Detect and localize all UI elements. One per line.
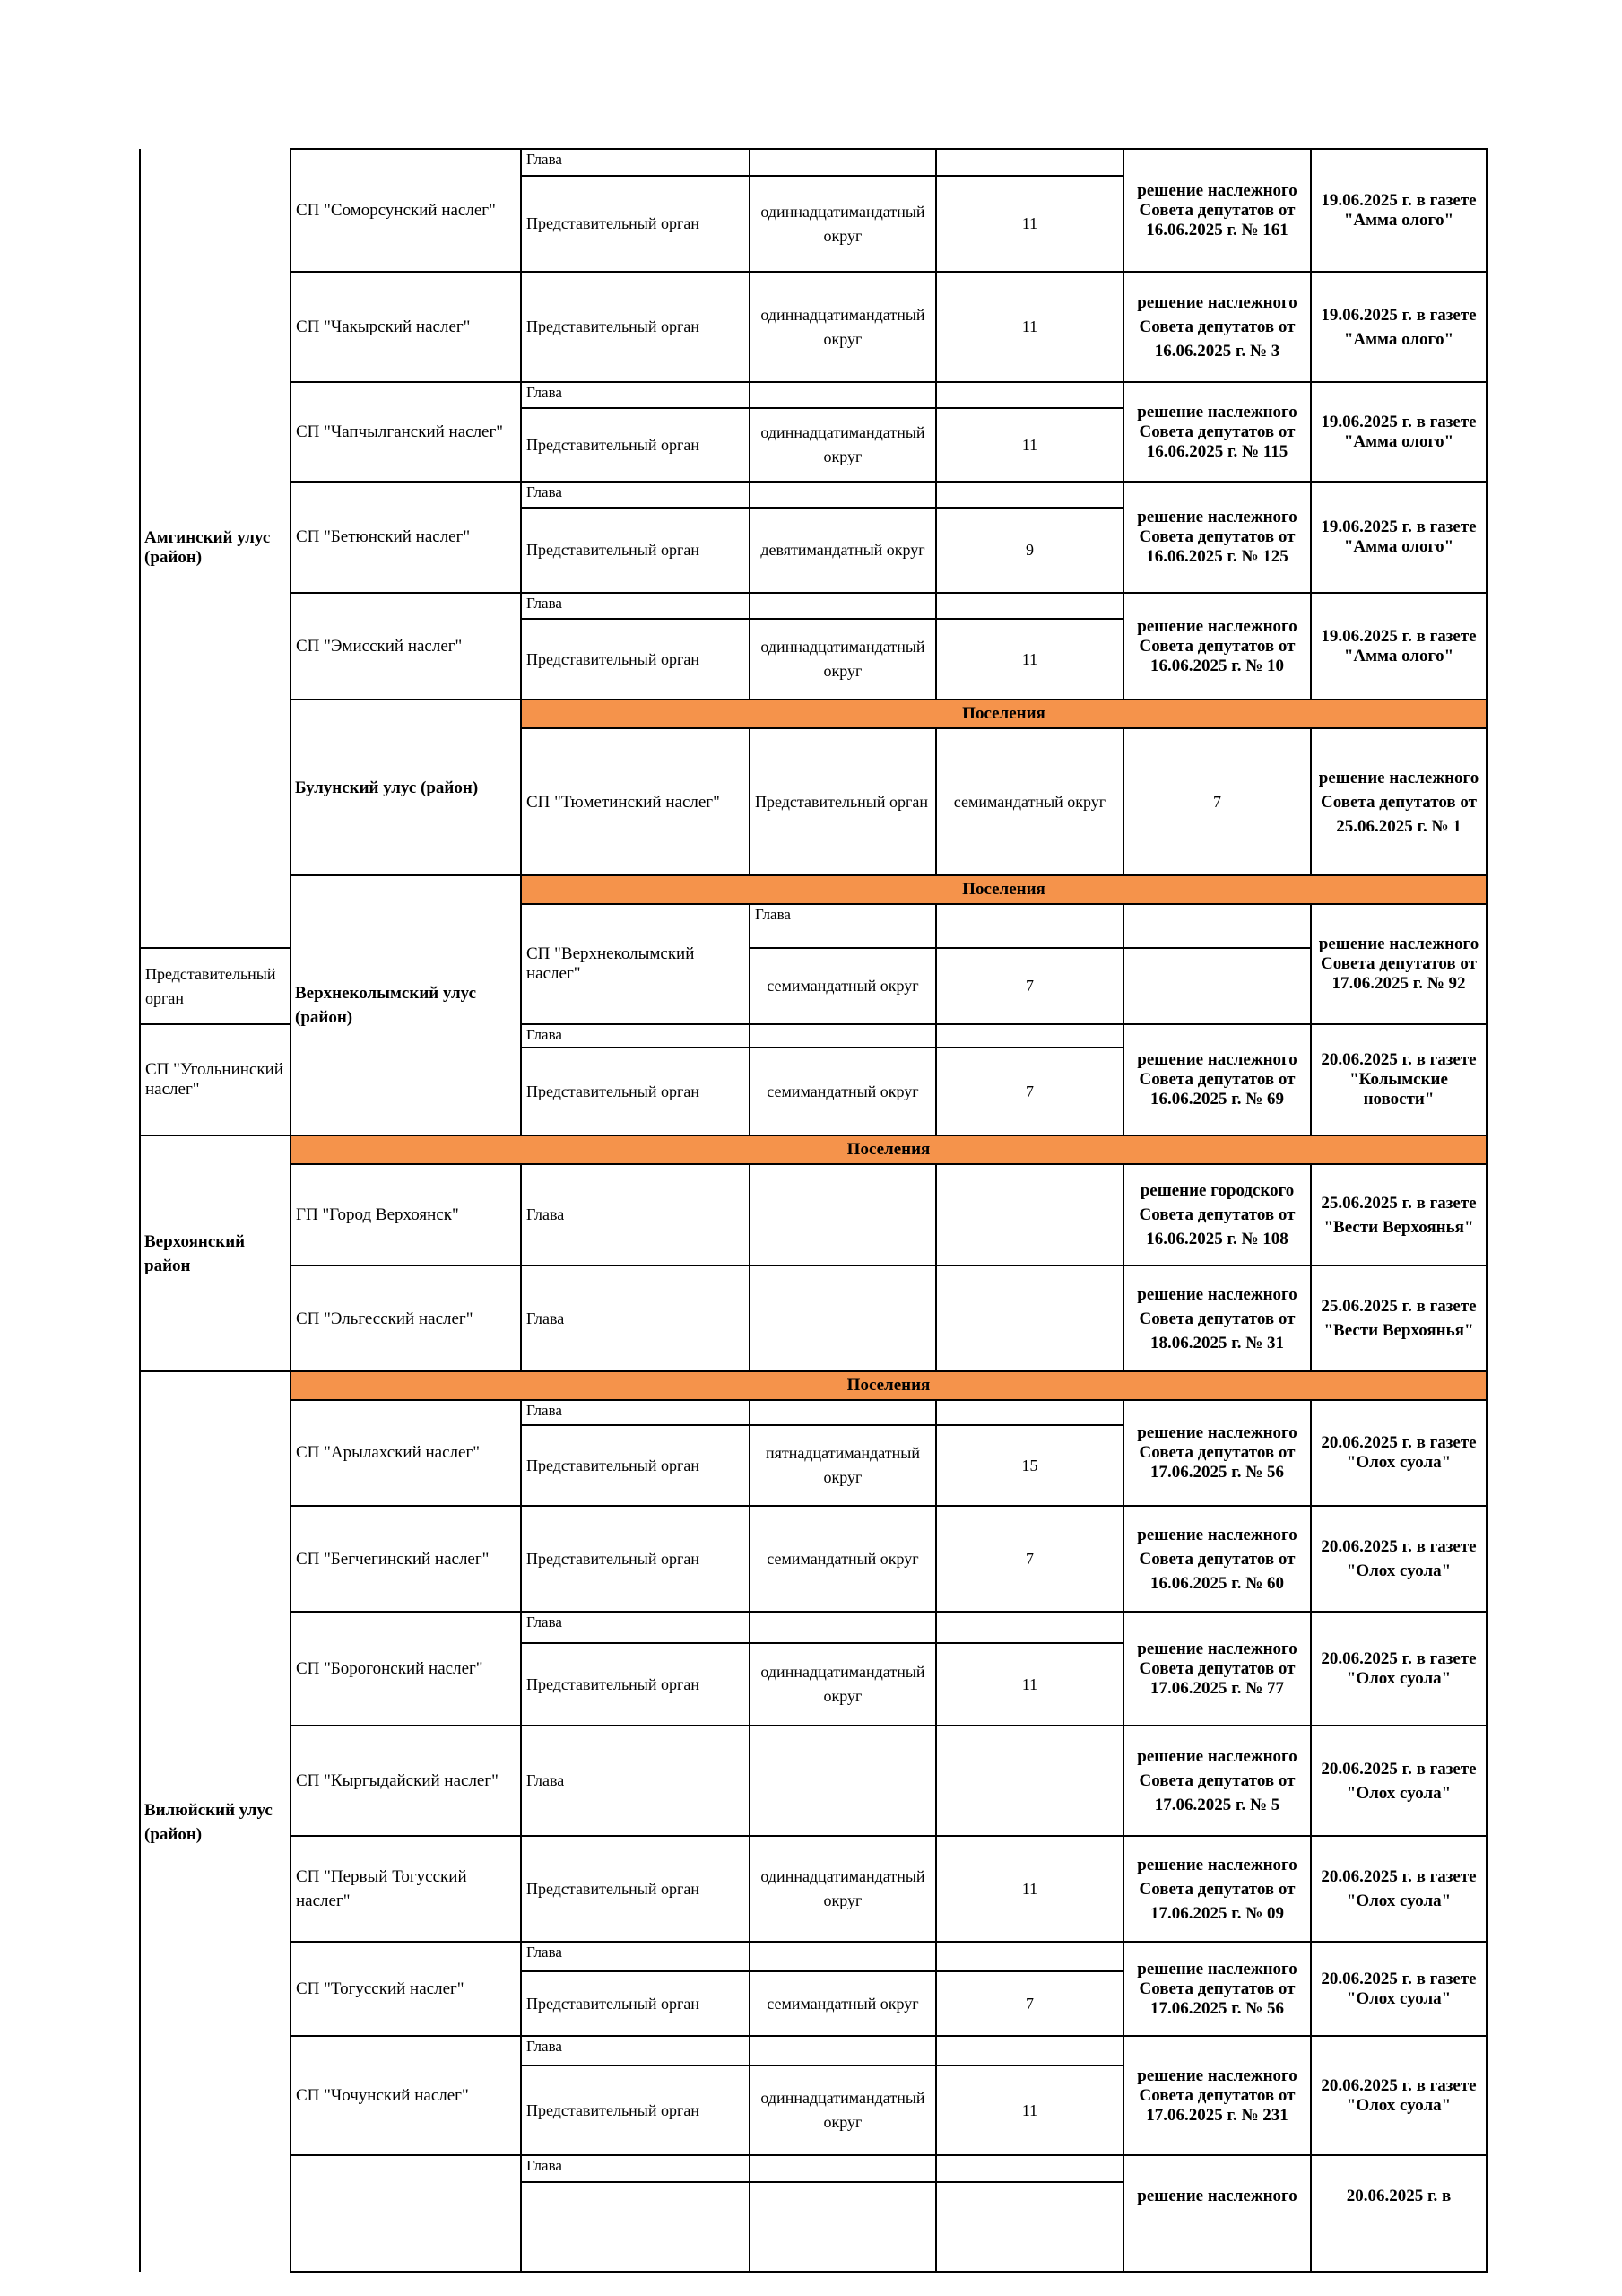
- okrug-text: одиннадцатимандатный округ: [750, 619, 936, 700]
- table-row: [140, 593, 1487, 619]
- publication-text: 25.06.2025 г. в газете "Вести Верхоянья": [1311, 1265, 1487, 1371]
- district-name: Булунский улус (район): [291, 700, 521, 875]
- settlement-name: СП "Бетюнский наслег": [291, 482, 521, 593]
- glava-label: Глава: [521, 482, 750, 508]
- settlement-name: СП "Чочунский наслег": [291, 2036, 521, 2155]
- district-name: Верхоянский район: [140, 1135, 291, 1371]
- settlement-name: СП "Бегчегинский наслег": [291, 1506, 521, 1612]
- seats-count: 15: [936, 1425, 1123, 1506]
- okrug-text: одиннадцатимандатный округ: [750, 1643, 936, 1726]
- settlement-name: СП "Угольнинский наслег": [140, 1024, 291, 1135]
- table-row: [140, 2036, 1487, 2066]
- seats-count: 11: [936, 408, 1123, 482]
- publication-text: 20.06.2025 г. в газете "Олох суола": [1311, 1400, 1487, 1506]
- seats-count: 11: [936, 272, 1123, 382]
- body-label: Представительный орган: [521, 1048, 750, 1135]
- okrug-text: одиннадцатимандатный округ: [750, 272, 936, 382]
- decision-text: решение наслежного Совета депутатов от 16.06.2025 г. № 60: [1123, 1506, 1311, 1612]
- table-row: [140, 1164, 1487, 1265]
- body-label: Представительный орган: [521, 508, 750, 593]
- body-label: Представительный орган: [521, 1425, 750, 1506]
- table-row: [140, 1726, 1487, 1836]
- body-label: Представительный орган: [521, 408, 750, 482]
- okrug-text: одиннадцатимандатный округ: [750, 408, 936, 482]
- body-label: Представительный орган: [521, 1836, 750, 1942]
- okrug-text: пятнадцатимандатный округ: [750, 1425, 936, 1506]
- section-header-row: [140, 1135, 1487, 1164]
- decision-text: решение наслежного Совета депутатов от 16.06.2025 г. № 161: [1123, 149, 1311, 272]
- settlement-name: СП "Эмисский наслег": [291, 593, 521, 700]
- settlement-name: СП "Кыргыдайский наслег": [291, 1726, 521, 1836]
- glava-label: Глава: [521, 2036, 750, 2066]
- seats-count: 7: [936, 1506, 1123, 1612]
- publication-text: 19.06.2025 г. в газете "Амма ологo": [1311, 382, 1487, 482]
- glava-label: Глава: [750, 904, 936, 948]
- table-row: [140, 1942, 1487, 1971]
- seats-count: 11: [936, 619, 1123, 700]
- seats-count: 7: [1123, 728, 1311, 875]
- publication-text: 20.06.2025 г. в газете "Олох суола": [1311, 1506, 1487, 1612]
- district-name: Верхнеколымский улус (район): [291, 875, 521, 1135]
- okrug-text: одиннадцатимандатный округ: [750, 2066, 936, 2155]
- section-header-row: [140, 875, 1487, 904]
- seats-count: 11: [936, 1836, 1123, 1942]
- glava-label: Глава: [521, 1726, 750, 1836]
- okrug-text: одиннадцатимандатный округ: [750, 1836, 936, 1942]
- body-label: Представительный орган: [521, 176, 750, 272]
- settlement-name: СП "Борогонский наслег": [291, 1612, 521, 1726]
- glava-label: Глава: [521, 1400, 750, 1425]
- glava-label: Глава: [521, 593, 750, 619]
- settlement-name: СП "Чапчылганский наслег": [291, 382, 521, 482]
- body-label: Представительный орган: [521, 2066, 750, 2155]
- seats-count: 11: [936, 2066, 1123, 2155]
- section-band: Поселения: [521, 875, 1487, 904]
- okrug-text: одиннадцатимандатный округ: [750, 176, 936, 272]
- decision-text: решение наслежного Совета депутатов от 17.06.2025 г. № 56: [1123, 1400, 1311, 1506]
- glava-label: Глава: [521, 2155, 750, 2182]
- okrug-text: семимандатный округ: [750, 1506, 936, 1612]
- table-row: [140, 1400, 1487, 1425]
- settlement-name: СП "Эльгесский наслег": [291, 1265, 521, 1371]
- publication-text: 19.06.2025 г. в газете "Амма ологo": [1311, 149, 1487, 272]
- decision-text: решение наслежного Совета депутатов от 25.06.2025 г. № 1: [1311, 728, 1487, 875]
- table-row: [140, 1612, 1487, 1643]
- decision-text: решение наслежного Совета депутатов от 17.06.2025 г. № 77: [1123, 1612, 1311, 1726]
- publication-text: 19.06.2025 г. в газете "Амма ологo": [1311, 272, 1487, 382]
- table-row: [140, 272, 1487, 382]
- settlement-name: СП "Тюметинский наслег": [521, 728, 750, 875]
- okrug-text: девятимандатный округ: [750, 508, 936, 593]
- section-band: Поселения: [291, 1371, 1487, 1400]
- glava-label: Глава: [521, 382, 750, 408]
- decision-text: решение наслежного Совета депутатов от 18.06.2025 г. № 31: [1123, 1265, 1311, 1371]
- section-header-row: [140, 1371, 1487, 1400]
- table-row: [140, 1836, 1487, 1942]
- table-row: [140, 2155, 1487, 2182]
- seats-count: 11: [936, 1643, 1123, 1726]
- decision-text: решение наслежного: [1123, 2155, 1311, 2272]
- table-row: [140, 382, 1487, 408]
- elections-table-sheet: [139, 148, 1486, 2205]
- glava-label: Глава: [521, 1024, 750, 1048]
- decision-text: решение наслежного Совета депутатов от 16.06.2025 г. № 3: [1123, 272, 1311, 382]
- body-label: Представительный орган: [140, 948, 291, 1024]
- publication-text: 20.06.2025 г. в газете "Олох суола": [1311, 1726, 1487, 1836]
- decision-text: решение наслежного Совета депутатов от 16.06.2025 г. № 69: [1123, 1024, 1311, 1135]
- publication-text: 20.06.2025 г. в газете "Олох суола": [1311, 1836, 1487, 1942]
- settlement-name: ГП "Город Верхоянск": [291, 1164, 521, 1265]
- glava-label: Глава: [521, 1164, 750, 1265]
- seats-count: 7: [936, 1971, 1123, 2036]
- decision-text: решение наслежного Совета депутатов от 16.06.2025 г. № 115: [1123, 382, 1311, 482]
- section-band: Поселения: [291, 1135, 1487, 1164]
- publication-text: 20.06.2025 г. в газете "Колымские новости": [1311, 1024, 1487, 1135]
- glava-label: Глава: [521, 1265, 750, 1371]
- table-row: [140, 1506, 1487, 1612]
- section-band: Поселения: [521, 700, 1487, 728]
- table-row: [140, 1265, 1487, 1371]
- settlement-name: СП "Тогусский наслег": [291, 1942, 521, 2036]
- body-label: Представительный орган: [521, 1643, 750, 1726]
- section-header-row: [140, 700, 1487, 728]
- seats-count: 7: [936, 948, 1123, 1024]
- elections-table: [139, 148, 1488, 2273]
- table-row: [140, 482, 1487, 508]
- settlement-name: СП "Верхнеколымский наслег": [521, 904, 750, 1024]
- decision-text: решение наслежного Совета депутатов от 16.06.2025 г. № 125: [1123, 482, 1311, 593]
- okrug-text: семимандатный округ: [750, 1971, 936, 2036]
- decision-text: решение городского Совета депутатов от 16.06.2025 г. № 108: [1123, 1164, 1311, 1265]
- seats-count: 9: [936, 508, 1123, 593]
- body-label: Представительный орган: [750, 728, 936, 875]
- decision-text: решение наслежного Совета депутатов от 17.06.2025 г. № 92: [1311, 904, 1487, 1024]
- settlement-name: СП "Первый Тогусский наслег": [291, 1836, 521, 1942]
- body-label: Представительный орган: [521, 272, 750, 382]
- publication-text: 20.06.2025 г. в газете "Олох суола": [1311, 1612, 1487, 1726]
- decision-text: решение наслежного Совета депутатов от 17.06.2025 г. № 56: [1123, 1942, 1311, 2036]
- body-label: [521, 2182, 750, 2272]
- publication-text: 20.06.2025 г. в газете "Олох суола": [1311, 1942, 1487, 2036]
- publication-text: 20.06.2025 г. в газете "Олох суола": [1311, 2036, 1487, 2155]
- settlement-name: [291, 2155, 521, 2272]
- district-name: Вилюйский улус (район): [140, 1371, 291, 2272]
- glava-label: Глава: [521, 149, 750, 176]
- publication-text: 25.06.2025 г. в газете "Вести Верхоянья": [1311, 1164, 1487, 1265]
- okrug-text: семимандатный округ: [750, 948, 936, 1024]
- glava-label: Глава: [521, 1942, 750, 1971]
- settlement-name: СП "Арылахский наслег": [291, 1400, 521, 1506]
- decision-text: решение наслежного Совета депутатов от 17.06.2025 г. № 09: [1123, 1836, 1311, 1942]
- decision-text: решение наслежного Совета депутатов от 16.06.2025 г. № 10: [1123, 593, 1311, 700]
- publication-text: 20.06.2025 г. в: [1311, 2155, 1487, 2272]
- seats-count: 11: [936, 176, 1123, 272]
- glava-label: Глава: [521, 1612, 750, 1643]
- decision-text: решение наслежного Совета депутатов от 17.06.2025 г. № 5: [1123, 1726, 1311, 1836]
- settlement-name: СП "Соморсунский наслег": [291, 149, 521, 272]
- publication-text: 19.06.2025 г. в газете "Амма ологo": [1311, 593, 1487, 700]
- okrug-text: семимандатный округ: [750, 1048, 936, 1135]
- okrug-text: семимандатный округ: [936, 728, 1123, 875]
- district-name: Амгинский улус (район): [140, 149, 291, 948]
- body-label: Представительный орган: [521, 1506, 750, 1612]
- body-label: Представительный орган: [521, 1971, 750, 2036]
- settlement-name: СП "Чакырский наслег": [291, 272, 521, 382]
- publication-text: 19.06.2025 г. в газете "Амма ологo": [1311, 482, 1487, 593]
- table-row: [140, 149, 1487, 176]
- decision-text: решение наслежного Совета депутатов от 17.06.2025 г. № 231: [1123, 2036, 1311, 2155]
- body-label: Представительный орган: [521, 619, 750, 700]
- seats-count: 7: [936, 1048, 1123, 1135]
